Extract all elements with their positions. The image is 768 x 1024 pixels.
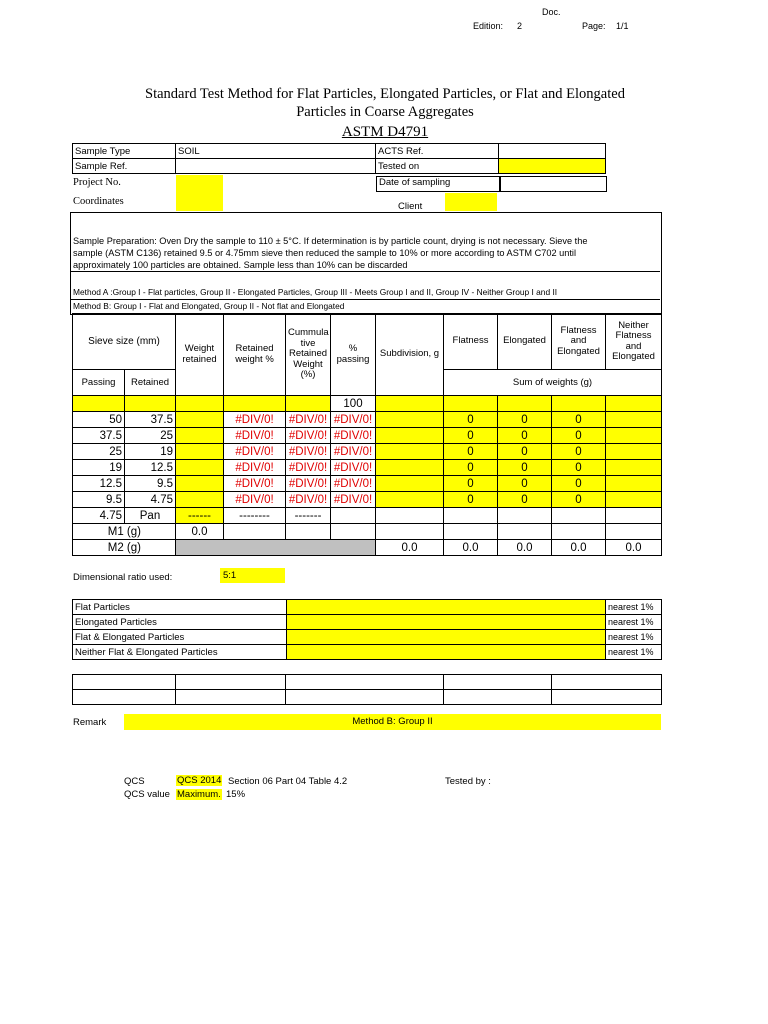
table-row	[73, 444, 662, 460]
weight-cell[interactable]	[176, 444, 224, 460]
sample-ref-value[interactable]	[176, 159, 376, 174]
table-cell	[498, 508, 552, 524]
table-cell	[331, 508, 376, 524]
passing-cell: 9.5	[73, 492, 125, 508]
flatness-cell: 0	[444, 460, 498, 476]
cumulative-cell: #DIV/0!	[286, 460, 331, 476]
client-label: Client	[398, 201, 423, 212]
weight-cell[interactable]	[176, 492, 224, 508]
coordinates-value[interactable]	[176, 193, 223, 211]
m2-sub: 0.0	[376, 540, 444, 556]
retained-weight-cell: #DIV/0!	[224, 412, 286, 428]
pct-passing-header: % passing	[331, 314, 376, 396]
table-cell[interactable]	[286, 675, 444, 690]
retained-weight-cell: #DIV/0!	[224, 444, 286, 460]
divider	[70, 271, 660, 272]
result-row	[73, 600, 662, 615]
neither-cell[interactable]	[606, 476, 662, 492]
table-cell	[498, 524, 552, 540]
m2-flatness: 0.0	[444, 540, 498, 556]
retained-weight-cell: #DIV/0!	[224, 428, 286, 444]
table-cell[interactable]	[376, 396, 444, 412]
pct-passing-cell: #DIV/0!	[331, 476, 376, 492]
m2-flat-elong: 0.0	[552, 540, 606, 556]
retained-cell: 25	[125, 428, 176, 444]
flat-elong-cell: 0	[552, 492, 606, 508]
result-value[interactable]	[287, 600, 606, 615]
neither-cell[interactable]	[606, 412, 662, 428]
table-cell[interactable]	[444, 396, 498, 412]
table-cell	[331, 524, 376, 540]
title-line2: Particles in Coarse Aggregates	[296, 104, 474, 120]
retained-weight-pct-header: Retained weight %	[224, 314, 286, 396]
result-label: Neither Flat & Elongated Particles	[73, 645, 287, 660]
method-a-text: Method A :Group I - Flat particles, Group II - Elongated Particles, Group III - Meets Group I and II, Group IV - Neither Group I and II	[73, 287, 558, 297]
pan-retained: Pan	[125, 508, 176, 524]
sieve-size-header: Sieve size (mm)	[73, 314, 176, 370]
qcs-ref: QCS 2014	[177, 775, 222, 786]
method-b-text: Method B: Group I - Flat and Elongated, Group II - Not flat and Elongated	[73, 301, 345, 311]
cumulative-cell: #DIV/0!	[286, 476, 331, 492]
m2-neither: 0.0	[606, 540, 662, 556]
qcs-value-label: QCS value	[124, 789, 170, 800]
cumulative-cell: #DIV/0!	[286, 428, 331, 444]
retained-cell: 4.75	[125, 492, 176, 508]
passing-cell: 50	[73, 412, 125, 428]
flatness-cell: 0	[444, 476, 498, 492]
cumulative-header: Cummula tive Retained Weight (%)	[286, 314, 331, 396]
qcs-pct: 15%	[226, 789, 246, 800]
elongated-cell: 0	[498, 412, 552, 428]
flatness-header: Flatness	[444, 314, 498, 370]
result-value[interactable]	[287, 615, 606, 630]
table-cell[interactable]	[286, 396, 331, 412]
sample-type-label: Sample Type	[73, 144, 176, 159]
table-cell[interactable]	[176, 396, 224, 412]
flat-elong-cell: 0	[552, 460, 606, 476]
elongated-cell: 0	[498, 492, 552, 508]
m2-grey-area	[176, 540, 376, 556]
standard-title: ASTM D4791	[341, 124, 429, 140]
subdivision-cell[interactable]	[376, 444, 444, 460]
result-value[interactable]	[287, 630, 606, 645]
table-cell[interactable]	[498, 396, 552, 412]
table-cell[interactable]	[73, 396, 125, 412]
table-cell	[444, 524, 498, 540]
elongated-cell: 0	[498, 444, 552, 460]
table-cell[interactable]	[444, 690, 552, 705]
table-cell	[444, 508, 498, 524]
page-value: 1/1	[616, 21, 629, 31]
retained-weight-cell: #DIV/0!	[224, 476, 286, 492]
table-cell	[606, 524, 662, 540]
pan-cumulative: -------	[286, 508, 331, 524]
m1-label: M1 (g)	[73, 524, 176, 540]
weight-cell[interactable]	[176, 412, 224, 428]
retained-cell: 37.5	[125, 412, 176, 428]
pct-passing-cell: #DIV/0!	[331, 492, 376, 508]
passing-cell: 37.5	[73, 428, 125, 444]
remark-value[interactable]: Method B: Group II	[124, 714, 661, 730]
date-sampling-value[interactable]	[499, 176, 607, 192]
acts-ref-value[interactable]	[499, 144, 606, 159]
qcs-max: Maximum.	[177, 789, 221, 800]
result-row	[73, 645, 662, 660]
sieve-table	[72, 313, 662, 556]
result-row	[73, 630, 662, 645]
retained-header: Retained	[125, 370, 176, 396]
subdivision-cell[interactable]	[376, 412, 444, 428]
result-value[interactable]	[287, 645, 606, 660]
prep-text-2: sample (ASTM C136) retained 9.5 or 4.75mm sieve then reduced the sample to 10% or more according to ASTM C702 until	[73, 248, 577, 258]
project-no-value[interactable]	[176, 175, 223, 193]
elongated-header: Elongated	[498, 314, 552, 370]
remark-label: Remark	[73, 717, 107, 728]
table-cell[interactable]	[286, 690, 444, 705]
weight-retained-header: Weight retained	[176, 314, 224, 396]
table-cell[interactable]	[224, 396, 286, 412]
edition-value: 2	[517, 21, 523, 31]
tested-on-label: Tested on	[376, 159, 499, 174]
weight-cell[interactable]	[176, 460, 224, 476]
project-no-label: Project No.	[73, 177, 121, 188]
retained-weight-cell: #DIV/0!	[224, 460, 286, 476]
m2-label: M2 (g)	[73, 540, 176, 556]
flat-elong-cell: 0	[552, 428, 606, 444]
pct-passing-cell: #DIV/0!	[331, 460, 376, 476]
title-line1: Standard Test Method for Flat Particles, Elongated Particles, or Flat and Elongated	[145, 86, 625, 102]
table-cell[interactable]	[73, 690, 176, 705]
table-cell	[376, 524, 444, 540]
weight-cell[interactable]	[176, 476, 224, 492]
tested-on-value[interactable]	[499, 159, 606, 174]
table-row	[73, 428, 662, 444]
result-label: Flat & Elongated Particles	[73, 630, 287, 645]
passing-cell: 12.5	[73, 476, 125, 492]
table-row	[73, 412, 662, 428]
flatness-cell: 0	[444, 444, 498, 460]
info-table	[72, 143, 606, 174]
qcs-label: QCS	[124, 776, 145, 787]
result-unit: nearest 1%	[606, 600, 662, 615]
table-cell[interactable]	[552, 396, 606, 412]
passing-cell: 25	[73, 444, 125, 460]
retained-cell: 12.5	[125, 460, 176, 476]
doc-label: Doc.	[542, 7, 561, 17]
first-row-passing: 100	[331, 396, 376, 412]
client-value[interactable]	[445, 193, 497, 211]
prep-text-1: Sample Preparation: Oven Dry the sample to 110 ± 5°C. If determination is by particle count, drying is not necessary. Sieve the	[73, 236, 588, 246]
flat-elong-cell: 0	[552, 444, 606, 460]
table-cell	[376, 508, 444, 524]
table-cell	[224, 524, 286, 540]
table-row	[73, 476, 662, 492]
weight-cell[interactable]	[176, 428, 224, 444]
m1-value: 0.0	[176, 524, 224, 540]
divider	[70, 299, 660, 300]
subdivision-cell[interactable]	[376, 460, 444, 476]
pct-passing-cell: #DIV/0!	[331, 444, 376, 460]
flatness-cell: 0	[444, 428, 498, 444]
table-cell	[286, 524, 331, 540]
neither-cell[interactable]	[606, 444, 662, 460]
date-sampling-label: Date of sampling	[376, 176, 501, 192]
results-table	[72, 599, 662, 660]
elongated-cell: 0	[498, 476, 552, 492]
coordinates-label: Coordinates	[73, 196, 124, 207]
neither-cell[interactable]	[606, 460, 662, 476]
subdivision-header: Subdivision, g	[376, 314, 444, 396]
flatness-cell: 0	[444, 492, 498, 508]
table-cell[interactable]	[552, 675, 662, 690]
result-unit: nearest 1%	[606, 630, 662, 645]
neither-cell[interactable]	[606, 492, 662, 508]
table-cell	[606, 508, 662, 524]
neither-header: Neither Flatness and Elongated	[606, 314, 662, 370]
flatness-cell: 0	[444, 412, 498, 428]
result-row	[73, 615, 662, 630]
subdivision-cell[interactable]	[376, 492, 444, 508]
sample-type-value[interactable]: SOIL	[176, 144, 376, 159]
table-cell	[552, 508, 606, 524]
acts-ref-label: ACTS Ref.	[376, 144, 499, 159]
passing-cell: 19	[73, 460, 125, 476]
edition-label: Edition:	[473, 21, 504, 31]
ratio-value[interactable]: 5:1	[220, 568, 285, 583]
table-cell[interactable]	[176, 690, 286, 705]
table-cell[interactable]	[552, 690, 662, 705]
flat-elong-cell: 0	[552, 476, 606, 492]
page-label: Page:	[582, 21, 606, 31]
sum-weights-header: Sum of weights (g)	[444, 370, 662, 396]
elongated-cell: 0	[498, 428, 552, 444]
elongated-cell: 0	[498, 460, 552, 476]
passing-header: Passing	[73, 370, 125, 396]
table-row	[73, 460, 662, 476]
flat-elong-cell: 0	[552, 412, 606, 428]
result-label: Elongated Particles	[73, 615, 287, 630]
table-row	[73, 492, 662, 508]
pct-passing-cell: #DIV/0!	[331, 412, 376, 428]
flat-elong-header: Flatness and Elongated	[552, 314, 606, 370]
m2-elongated: 0.0	[498, 540, 552, 556]
table-cell[interactable]	[125, 396, 176, 412]
pct-passing-cell: #DIV/0!	[331, 428, 376, 444]
tested-by-label: Tested by :	[445, 776, 491, 787]
cumulative-cell: #DIV/0!	[286, 412, 331, 428]
pan-retained-weight: --------	[224, 508, 286, 524]
table-cell[interactable]	[444, 675, 552, 690]
prep-text-3: approximately 100 particles are obtained. Sample less than 10% can be discarded	[73, 260, 408, 270]
retained-weight-cell: #DIV/0!	[224, 492, 286, 508]
cumulative-cell: #DIV/0!	[286, 444, 331, 460]
table-cell[interactable]	[73, 675, 176, 690]
pan-passing: 4.75	[73, 508, 125, 524]
table-cell	[552, 524, 606, 540]
table-cell[interactable]	[606, 396, 662, 412]
empty-table	[72, 674, 662, 705]
cumulative-cell: #DIV/0!	[286, 492, 331, 508]
sample-ref-label: Sample Ref.	[73, 159, 176, 174]
table-cell[interactable]	[176, 675, 286, 690]
retained-cell: 9.5	[125, 476, 176, 492]
pan-weight: ------	[176, 508, 224, 524]
subdivision-cell[interactable]	[376, 476, 444, 492]
retained-cell: 19	[125, 444, 176, 460]
neither-cell[interactable]	[606, 428, 662, 444]
result-unit: nearest 1%	[606, 645, 662, 660]
result-unit: nearest 1%	[606, 615, 662, 630]
ratio-label: Dimensional ratio used:	[73, 572, 173, 583]
result-label: Flat Particles	[73, 600, 287, 615]
subdivision-cell[interactable]	[376, 428, 444, 444]
qcs-section: Section 06 Part 04 Table 4.2	[228, 776, 348, 787]
